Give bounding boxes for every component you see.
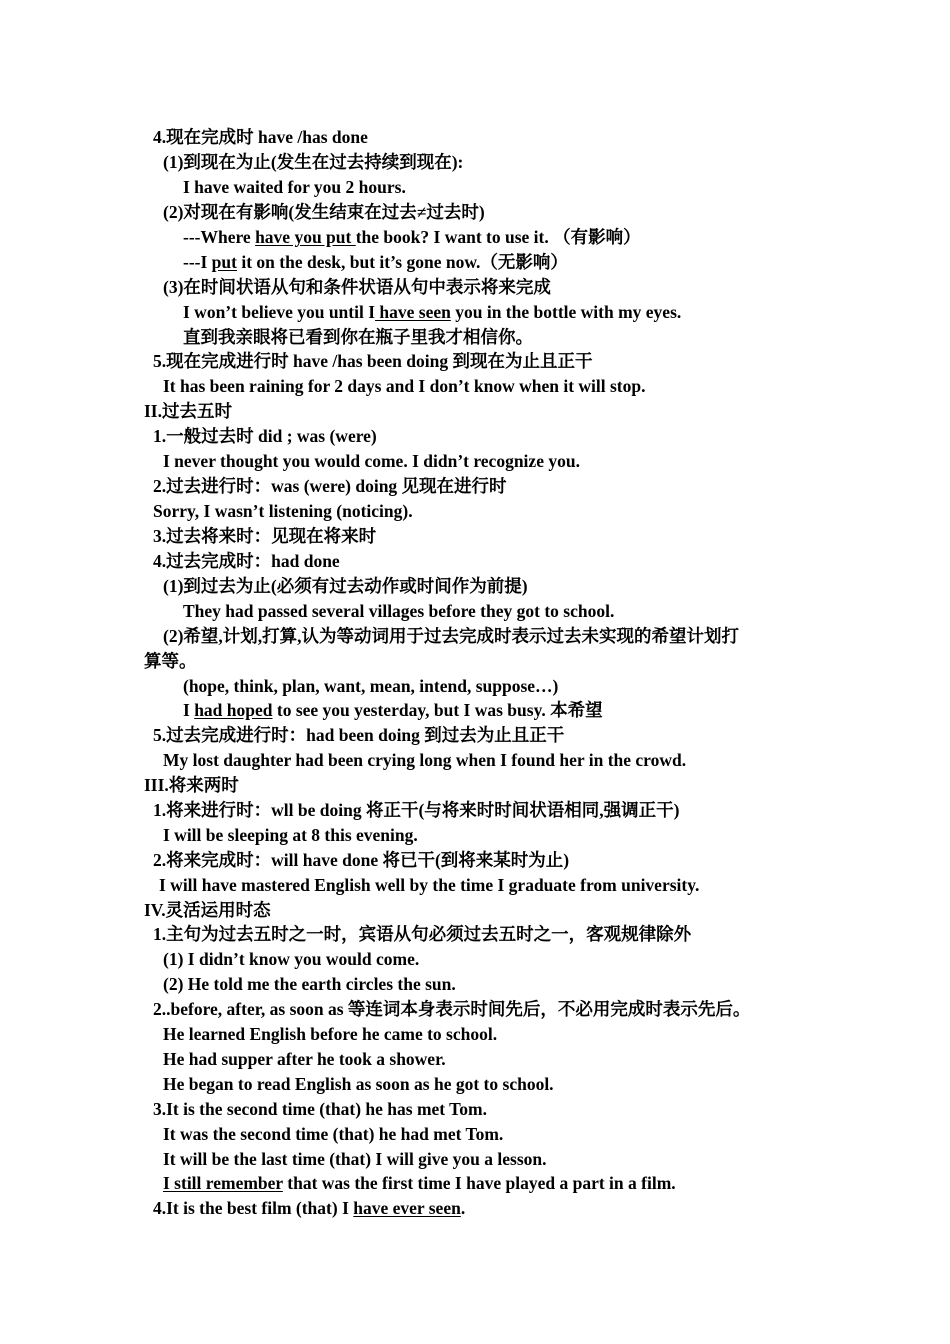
rule-line: (1)到过去为止(必须有过去动作或时间作为前提) <box>163 576 528 596</box>
example-sentence <box>183 300 681 325</box>
text-run: ---I <box>183 252 212 272</box>
text-run: to see you yesterday, but I was busy. 本希望 <box>272 700 603 720</box>
section-heading-present-perfect-continuous: 5.现在完成进行时 have /has been doing 到现在为止且正干 <box>153 351 593 371</box>
verb-list: (hope, think, plan, want, mean, intend, suppose…) <box>183 676 559 696</box>
example-sentence <box>163 1171 676 1196</box>
underlined-phrase: have you put <box>255 227 356 247</box>
section-heading: 2.过去进行时：was (were) doing 见现在进行时 <box>153 476 507 496</box>
chapter-heading-past-tenses: II.过去五时 <box>144 401 232 421</box>
text-run: you in the bottle with my eyes. <box>450 302 682 322</box>
example-sentence: My lost daughter had been crying long when I found her in the crowd. <box>163 750 687 770</box>
example-sentence: It has been raining for 2 days and I don’t know when it will stop. <box>163 376 646 396</box>
text-run: . <box>460 1198 466 1218</box>
text-run: ---Where <box>183 227 256 247</box>
example-sentence: It will be the last time (that) I will give you a lesson. <box>163 1149 547 1169</box>
section-heading: 1.将来进行时：wll be doing 将正干(与将来时时间状语相同,强调正干) <box>153 800 680 820</box>
section-heading: 4.过去完成时：had done <box>153 551 340 571</box>
rule-line: (3)在时间状语从句和条件状语从句中表示将来完成 <box>163 277 551 297</box>
example-sentence: I have waited for you 2 hours. <box>183 177 406 197</box>
example-sentence: It was the second time (that) he had met Tom. <box>163 1124 504 1144</box>
rule-line-continued: 算等。 <box>144 651 197 671</box>
underlined-phrase: have ever seen <box>353 1198 461 1218</box>
text-run: I <box>183 700 195 720</box>
example-sentence: Sorry, I wasn’t listening (noticing). <box>153 501 413 521</box>
section-heading: 3.It is the second time (that) he has met Tom. <box>153 1099 487 1119</box>
rule-line: (1)到现在为止(发生在过去持续到现在): <box>163 152 464 172</box>
translation-line: 直到我亲眼将已看到你在瓶子里我才相信你。 <box>183 327 533 347</box>
example-sentence: He had supper after he took a shower. <box>163 1049 446 1069</box>
underlined-phrase: I still remember <box>163 1173 283 1193</box>
text-run: I won’t believe you until I <box>183 302 376 322</box>
example-sentence: I never thought you would come. I didn’t recognize you. <box>163 451 580 471</box>
example-sentence <box>183 225 641 250</box>
text-run: that was the first time I have played a part in a film. <box>282 1173 676 1193</box>
chapter-heading-future-tenses: III.将来两时 <box>144 775 239 795</box>
rule-line: (2)希望,计划,打算,认为等动词用于过去完成时表示过去未实现的希望计划打 <box>163 626 740 646</box>
example-sentence <box>183 250 568 275</box>
example-sentence <box>183 698 603 723</box>
example-sentence: (2) He told me the earth circles the sun. <box>163 974 456 994</box>
section-heading: 1.主句为过去五时之一时，宾语从句必须过去五时之一，客观规律除外 <box>153 924 692 944</box>
chapter-heading-flexible-tenses: IV.灵活运用时态 <box>144 900 271 920</box>
section-heading: 5.过去完成进行时：had been doing 到过去为止且正干 <box>153 725 565 745</box>
underlined-phrase: had hoped <box>194 700 273 720</box>
underlined-phrase: put <box>211 252 237 272</box>
example-sentence: (1) I didn’t know you would come. <box>163 949 420 969</box>
example-sentence: They had passed several villages before they got to school. <box>183 601 615 621</box>
section-heading: 2.将来完成时：will have done 将已干(到将来某时为止) <box>153 850 570 870</box>
example-sentence: I will be sleeping at 8 this evening. <box>163 825 418 845</box>
rule-line: (2)对现在有影响(发生结束在过去≠过去时) <box>163 202 485 222</box>
underlined-phrase: have seen <box>375 302 451 322</box>
section-heading: 1.一般过去时 did ; was (were) <box>153 426 377 446</box>
section-heading-present-perfect: 4.现在完成时 have /has done <box>153 127 368 147</box>
section-heading <box>153 1196 465 1221</box>
example-sentence: He learned English before he came to school. <box>163 1024 498 1044</box>
section-heading: 3.过去将来时：见现在将来时 <box>153 526 377 546</box>
example-sentence: I will have mastered English well by the time I graduate from university. <box>159 875 700 895</box>
text-run: 4.It is the best film (that) I <box>153 1198 354 1218</box>
example-sentence: He began to read English as soon as he got to school. <box>163 1074 554 1094</box>
text-run: it on the desk, but it’s gone now.（无影响） <box>236 252 568 272</box>
section-heading: 2..before, after, as soon as 等连词本身表示时间先后，不必用完成时表示先后。 <box>153 999 751 1019</box>
text-run: the book? I want to use it. （有影响） <box>355 227 641 247</box>
